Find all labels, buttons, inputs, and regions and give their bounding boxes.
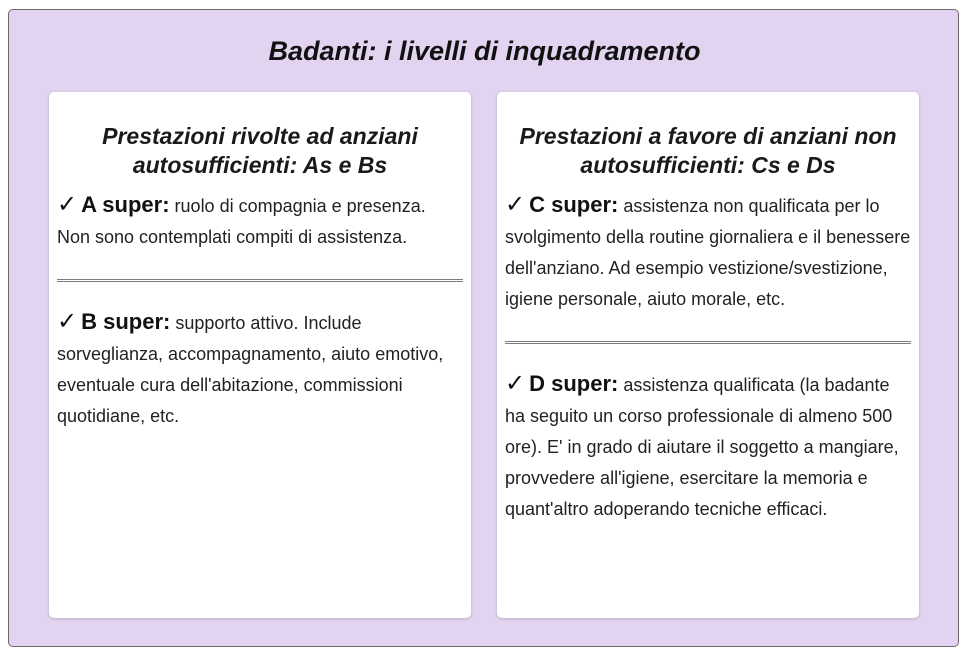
level-label: D super:: [529, 371, 619, 396]
card-title: Prestazioni a favore di anziani non autosufficienti: Cs e Ds: [519, 123, 897, 178]
level-item-b: [57, 306, 463, 432]
checkmark-icon: ✓: [57, 190, 78, 218]
level-item-c: [505, 189, 911, 315]
divider: [57, 279, 463, 282]
level-label: B super:: [81, 309, 171, 334]
card-autosufficienti: [49, 92, 471, 618]
card-non-autosufficienti: [497, 92, 919, 618]
level-item-d: [505, 368, 911, 525]
level-label: C super:: [529, 192, 619, 217]
level-description: ruolo di compagnia e presenza. Non sono contemplati compiti di assistenza.: [57, 196, 426, 247]
checkmark-icon: ✓: [57, 307, 78, 335]
divider: [505, 341, 911, 344]
card-title: Prestazioni rivolte ad anziani autosufficienti: As e Bs: [102, 123, 418, 178]
checkmark-icon: ✓: [505, 190, 526, 218]
infographic-frame: [8, 9, 959, 647]
level-label: A super:: [81, 192, 170, 217]
level-item-a: [57, 189, 463, 253]
page-title: Badanti: i livelli di inquadramento: [268, 36, 701, 66]
checkmark-icon: ✓: [505, 369, 526, 397]
level-description: supporto attivo. Include sorveglianza, accompagnamento, aiuto emotivo, eventuale cura dell'abitazione, commissioni quotidiane, etc.: [57, 313, 444, 426]
level-description: assistenza non qualificata per lo svolgimento della routine giornaliera e il benessere dell'anziano. Ad esempio vestizione/svestizione, igiene personale, aiuto morale, etc.: [505, 196, 911, 309]
level-description: assistenza qualificata (la badante ha seguito un corso professionale di almeno 500 ore). E' in grado di aiutare il soggetto a mangiare, provvedere all'igiene, esercitare la memoria e quant'altro adoperando tecniche efficaci.: [505, 375, 899, 519]
